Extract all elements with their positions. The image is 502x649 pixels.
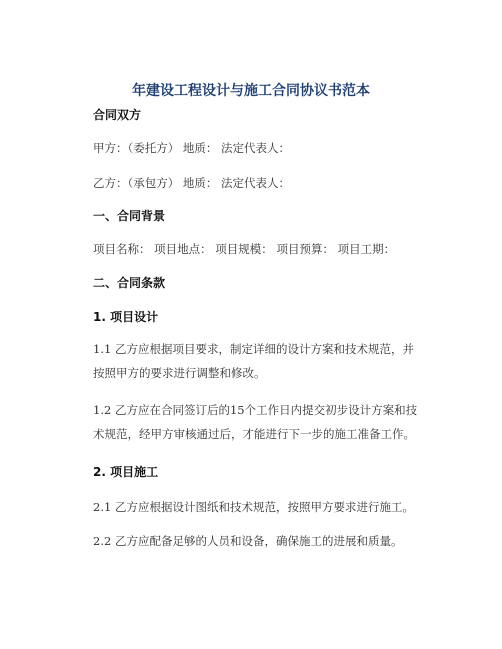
subsection-construction-heading: 2. 项目施工 [93,465,159,479]
design-paragraph-1: 1.1 乙方应根据项目要求，制定详细的设计方案和技术规范，并按照甲方的要求进行调整和修改。 [93,342,414,380]
section-terms-heading: 二、合同条款 [93,276,166,290]
construction-paragraph-1: 2.1 乙方应根据设计图纸和技术规范，按照甲方要求进行施工。 [93,500,414,514]
section-background-heading: 一、合同背景 [93,209,166,223]
construction-paragraph-2: 2.2 乙方应配备足够的人员和设备，确保施工的进展和质量。 [93,534,403,548]
design-paragraph-2: 1.2 乙方应在合同签订后的15个工作日内提交初步设计方案和技术规范，经甲方审核通过后，才能进行下一步的施工准备工作。 [93,403,418,441]
subsection-design-heading: 1. 项目设计 [93,310,159,324]
parties-heading: 合同双方 [93,108,142,122]
party-b-line: 乙方：（承包方） 地质： 法定代表人： [93,176,291,190]
party-a-line: 甲方：（委托方） 地质： 法定代表人： [93,141,291,155]
document-title: 年建设工程设计与施工合同协议书范本 [132,83,370,99]
project-info-line: 项目名称： 项目地点： 项目规模： 项目预算： 项目工期： [93,242,396,256]
